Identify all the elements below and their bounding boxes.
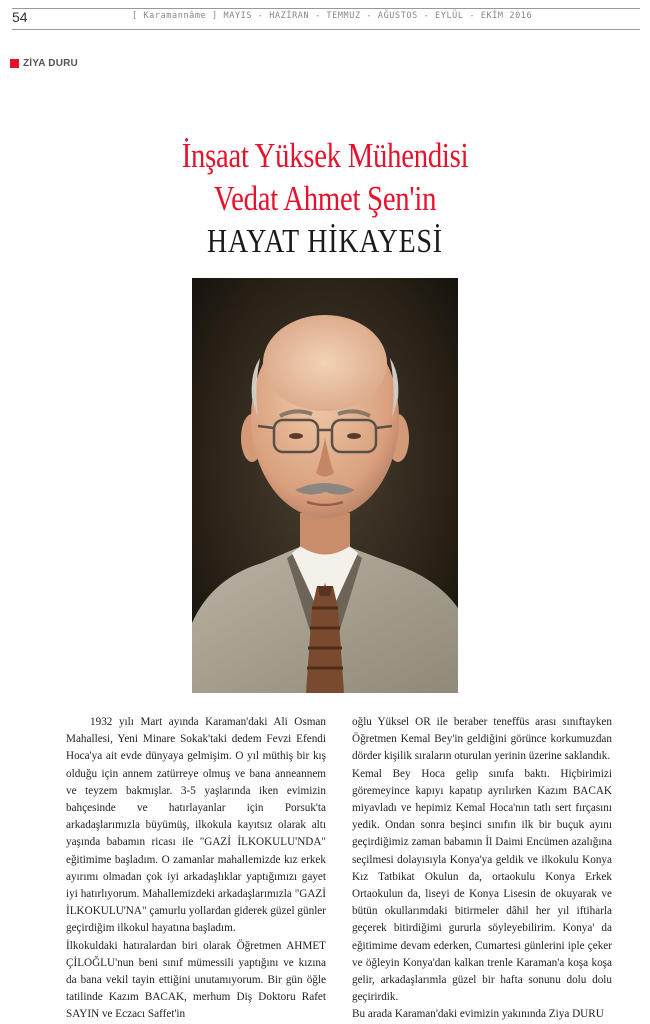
page-number: 54 bbox=[12, 9, 28, 25]
title-line-2: Vedat Ahmet Şen'in bbox=[213, 179, 437, 218]
author-name: ZİYA DURU bbox=[23, 57, 78, 69]
title-line-3: HAYAT HİKAYESİ bbox=[207, 223, 443, 260]
paragraph: 1932 yılı Mart ayında Karaman'daki Ali Osman Mahallesi, Yeni Minare Sokak'taki dedem Fevzi Efendi Hoca'ya ait evde dünyaya gelmişim. O yıl müthiş bir kış olduğu için annem zatürreye olmuş ve bana anneannem ve teyzem bakmışlar. 3-5 yaşlarında iken evimizin bahçesinde ve hatırlayanlar için Porsuk'ta arkadaşlarımızla büyümüş, ilkokula kayıtsız olarak altı yaşında babamın ricası ile "GAZİ İLKOKULU'NDA" eğitimime başladım. O zamanlar mahallemizde kız erkek ayırımı olmadan çok iyi arkadaşlıklar yaptığımızı gayet iyi hatırlıyorum. Mahallemizdeki arkadaşlarımızla "GAZİ İLKOKULU'NA" çamurlu yollardan giderek güzel günler geçirdiğim ilkokul hayatına başladım. bbox=[66, 716, 326, 935]
paragraph: Bu arada Karaman'daki evimizin yakınında Ziya DURU bbox=[352, 1008, 604, 1021]
article-body bbox=[66, 714, 612, 1024]
paragraph: İlkokuldaki hatıralardan biri olarak Öğretmen AHMET ÇİLOĞLU'nun beni sınıf mümessili yaptığını ve kızına da bana vekil tayin ettiğini unutamıyorum. Bir gün öğle tatilinde Kazım BACAK, merhum Diş Doktoru Rafet SAYIN ve Eczacı Saffet'in bbox=[66, 939, 326, 1021]
running-head: [ Karamannâme ] MAYIS - HAZİRAN - TEMMUZ - AĞUSTOS - EYLÜL - EKİM 2016 bbox=[132, 11, 533, 21]
article-title bbox=[0, 134, 650, 263]
title-line-1: İnşaat Yüksek Mühendisi bbox=[181, 136, 469, 175]
right-column bbox=[352, 714, 612, 1024]
left-column bbox=[66, 714, 326, 1024]
header-rule bbox=[12, 8, 640, 9]
author-byline bbox=[10, 57, 78, 69]
header-divider bbox=[12, 29, 640, 30]
page-header bbox=[0, 0, 650, 32]
portrait-photo bbox=[192, 278, 458, 693]
paragraph: Kemal Bey Hoca gelip sınıfa baktı. Hiçbirimizi göremeyince kapıyı kapatıp ayrılırken Kazım BACAK miyavladı ve hepimiz Kemal Hoca'nın tatlı sert fırçasını yedik. Ondan sonra beşinci sınıfın ilk bir buçuk ayını geçirdiğimiz zaman babamın İl Daimi Encümen azalığına seçilmesi dolayısıyla Konya'ya geldik ve ilkokulu Konya Kız Tatbikat Okulun da, ortaokulu Konya Erkek Ortaokulun da, liseyi de Konya Lisesin de okuyarak ve bütün okullarımdaki bitirmeler dâhil her yıl iftiharla geçerek bitirdiğimi gururla söyleyebilirim. Konya' da eğitimime devam ederken, Cumartesi günlerini iple çeker ve öğleyin Konya'dan kalkan trenle Karaman'a koşa koşa gelir, arkadaşlarımla güzel bir hafta sonunu dolu dolu geçirirdik. bbox=[352, 767, 612, 1004]
paragraph: oğlu Yüksel OR ile beraber teneffüs arası sınıftayken Öğretmen Kemal Bey'in geldiğini görünce korkumuzdan dörder kişilik sıraların oturulan yerinin üzerine saklandık. bbox=[352, 716, 612, 763]
red-square-icon bbox=[10, 59, 19, 68]
